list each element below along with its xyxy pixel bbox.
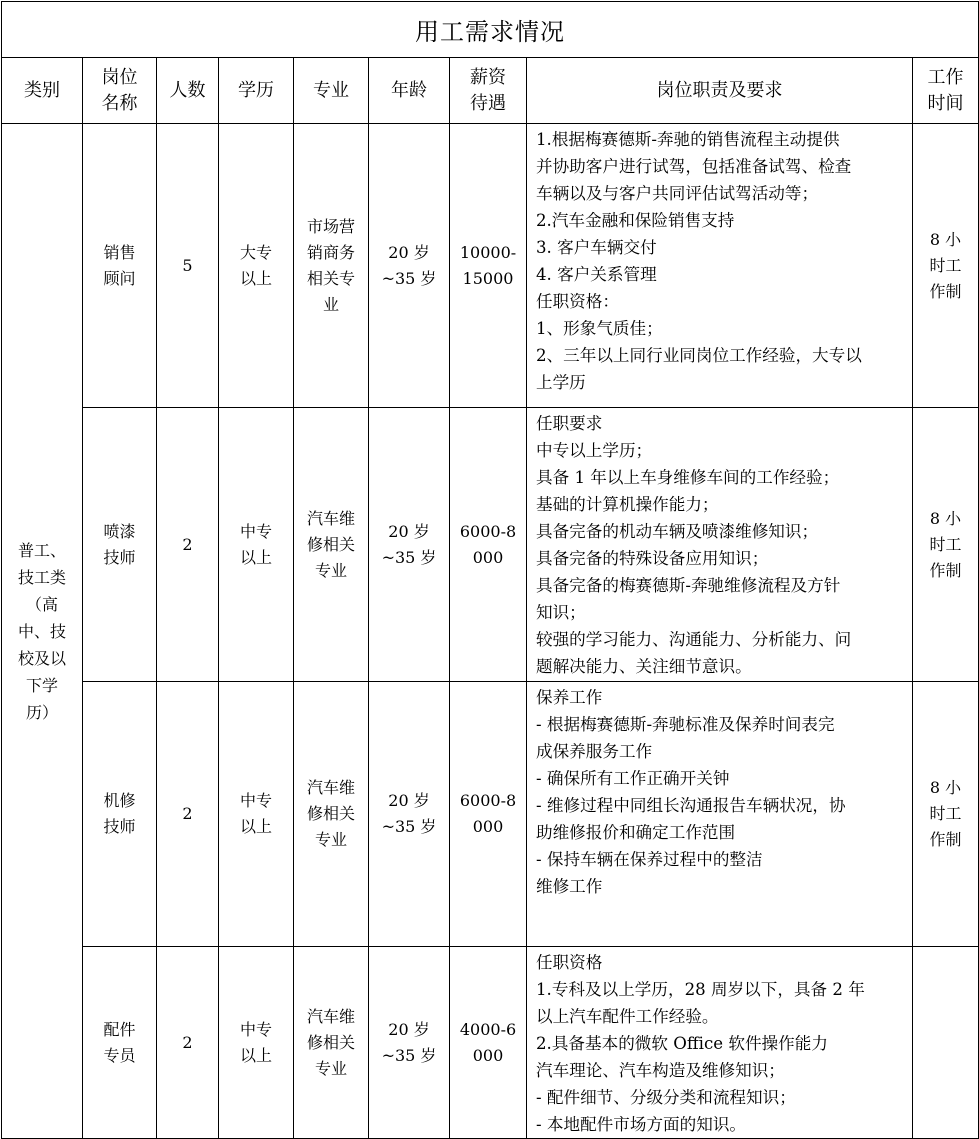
count-cell: 2 (157, 408, 219, 682)
category-text: 普工、 技工类 （高 中、技 校及以 下学 历） (17, 540, 66, 722)
position-cell: 机修 技师 (83, 682, 157, 947)
header-category: 类别 (2, 58, 83, 124)
count-cell: 5 (157, 124, 219, 408)
duties-cell: 任职资格 1.专科及以上学历，28 周岁以下，具备 2 年 以上汽车配件工作经验。 2.具备基本的微软 Office 软件操作能力 汽车理论、汽车构造及维修知识； - 配件细节、分级分类和流程知识； - 本地配件市场方面的知识。 (527, 947, 913, 1139)
table-row (2, 947, 979, 1139)
education-cell: 中专 以上 (219, 947, 294, 1139)
major-cell: 汽车维 修相关 专业 (294, 947, 369, 1139)
position-cell: 销售 顾问 (83, 124, 157, 408)
major-cell: 市场营 销商务 相关专 业 (294, 124, 369, 408)
header-education: 学历 (219, 58, 294, 124)
table-title: 用工需求情况 (2, 2, 979, 58)
salary-cell: 6000-8 000 (450, 682, 527, 947)
count-cell: 2 (157, 947, 219, 1139)
category-cell (2, 124, 83, 1139)
major-cell: 汽车维 修相关 专业 (294, 408, 369, 682)
salary-cell: 6000-8 000 (450, 408, 527, 682)
header-hours: 工作 时间 (913, 58, 979, 124)
job-demand-table (1, 1, 979, 1139)
education-cell: 中专 以上 (219, 682, 294, 947)
salary-cell: 4000-6 000 (450, 947, 527, 1139)
age-cell: 20 岁 ~35 岁 (369, 408, 450, 682)
duties-cell: 1.根据梅赛德斯-奔驰的销售流程主动提供 并协助客户进行试驾，包括准备试驾、检查 车辆以及与客户共同评估试驾活动等； 2.汽车金融和保险销售支持 3. 客户车辆交付 4. 客户关系管理 任职资格： 1、形象气质佳； 2、三年以上同行业同岗位工作经验，大专以 上学历 (527, 124, 913, 408)
header-age: 年龄 (369, 58, 450, 124)
table-row (2, 408, 979, 682)
hours-cell: 8 小 时工 作制 (913, 682, 979, 947)
major-cell: 汽车维 修相关 专业 (294, 682, 369, 947)
count-cell: 2 (157, 682, 219, 947)
education-cell: 中专 以上 (219, 408, 294, 682)
duties-cell: 任职要求 中专以上学历； 具备 1 年以上车身维修车间的工作经验； 基础的计算机操作能力； 具备完备的机动车辆及喷漆维修知识； 具备完备的特殊设备应用知识； 具备完备的梅赛德斯-奔驰维修流程及方针 知识； 较强的学习能力、沟通能力、分析能力、问 题解决能力、关注细节意识。 (527, 408, 913, 682)
salary-cell: 10000- 15000 (450, 124, 527, 408)
age-cell: 20 岁 ~35 岁 (369, 682, 450, 947)
age-cell: 20 岁 ~35 岁 (369, 947, 450, 1139)
header-position: 岗位 名称 (83, 58, 157, 124)
header-duties: 岗位职责及要求 (527, 58, 913, 124)
duties-cell: 保养工作 - 根据梅赛德斯-奔驰标准及保养时间表完 成保养服务工作 - 确保所有工作正确开关钟 - 维修过程中同组长沟通报告车辆状况，协 助维修报价和确定工作范围 - 保持车辆在保养过程中的整洁 维修工作 (527, 682, 913, 947)
header-major: 专业 (294, 58, 369, 124)
table-row (2, 124, 979, 408)
header-row (2, 58, 979, 124)
header-salary: 薪资 待遇 (450, 58, 527, 124)
age-cell: 20 岁 ~35 岁 (369, 124, 450, 408)
hours-cell (913, 947, 979, 1139)
position-cell: 喷漆 技师 (83, 408, 157, 682)
position-cell: 配件 专员 (83, 947, 157, 1139)
hours-cell: 8 小 时工 作制 (913, 408, 979, 682)
header-count: 人数 (157, 58, 219, 124)
table-row (2, 682, 979, 947)
hours-cell: 8 小 时工 作制 (913, 124, 979, 408)
education-cell: 大专 以上 (219, 124, 294, 408)
